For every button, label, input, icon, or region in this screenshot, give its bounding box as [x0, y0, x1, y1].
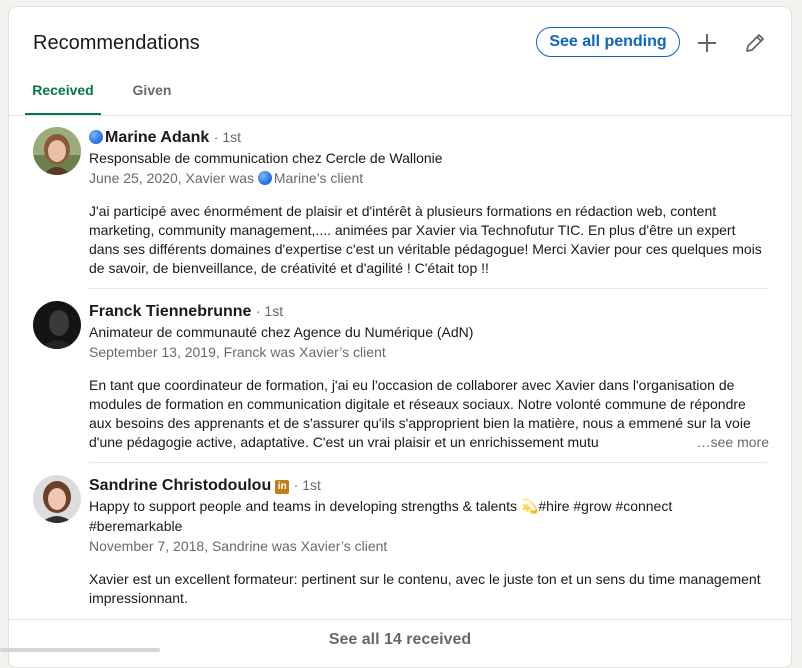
- meta-date: June 25, 2020, Xavier was: [89, 170, 258, 186]
- edit-button[interactable]: [741, 29, 769, 57]
- divider: [89, 288, 767, 289]
- recommendation-text-container: [89, 376, 769, 452]
- avatar[interactable]: [33, 301, 81, 349]
- recommendation-text: En tant que coordinateur de formation, j'ai eu l'occasion de collaborer avec Xavier dans l'organisation de modules de formation en communication digitale et réseaux sociaux. Notre volonté commune de répondre aux besoins des apprenants et de s'assurer qu'ils s'approprient bien la matière, nous a emmené sur la voie d'une pédagogie active, adaptative. C'est un vrai plaisir et un enrichissement mutu: [89, 377, 751, 450]
- recommender-name[interactable]: Sandrine Christodoulou: [89, 477, 272, 494]
- linkedin-premium-badge-icon: in: [275, 480, 289, 494]
- horizontal-scrollbar[interactable]: [0, 648, 160, 652]
- tab-received[interactable]: Received: [25, 67, 101, 115]
- see-more-link[interactable]: …see more: [693, 433, 769, 452]
- recommender-headline: Responsable de communication chez Cercle de Wallonie: [89, 150, 443, 166]
- recommender-name[interactable]: Franck Tiennebrunne: [89, 303, 252, 320]
- recommender-name[interactable]: Marine Adank: [105, 129, 210, 146]
- blue-circle-emoji-icon: [89, 130, 103, 144]
- name-line: [89, 127, 769, 147]
- add-recommendation-button[interactable]: [693, 29, 721, 57]
- relationship-meta: [89, 168, 769, 188]
- recommendation-text: J'ai participé avec énormément de plaisir et d'intérêt à plusieurs formations en rédaction web, content marketing, community management,.... animées par Xavier via Technofutur TIC. En plus d'être un expert dans ses différents domaines d'expertise c'est un véritable pédagogue! Merci Xavier pour ces quelques mois de savoir, de bienveillance, de créativité et d'agilité ! C'était top !!: [89, 203, 762, 276]
- name-line: [89, 301, 769, 321]
- connection-degree: · 1st: [255, 303, 284, 319]
- recommendation-body: [89, 301, 769, 452]
- tab-given[interactable]: Given: [132, 82, 172, 98]
- relationship-meta: November 7, 2018, Sandrine was Xavier’s client: [89, 538, 388, 554]
- name-line: [89, 475, 769, 495]
- see-all-received-button[interactable]: See all 14 received: [9, 619, 791, 660]
- recommender-headline: Animateur de communauté chez Agence du Numérique (AdN): [89, 324, 474, 340]
- section-title: Recommendations: [33, 32, 200, 54]
- connection-degree: · 1st: [293, 477, 321, 493]
- see-all-pending-button[interactable]: See all pending: [536, 27, 680, 57]
- recommendation-text: Xavier est un excellent formateur: pertinent sur le contenu, avec le juste ton et un sens du time management impressionnant.: [89, 571, 761, 606]
- blue-circle-emoji-icon: [258, 171, 272, 185]
- tab-bar: [9, 67, 791, 116]
- connection-degree: · 1st: [213, 129, 242, 145]
- meta-relation: Marine’s client: [273, 170, 364, 186]
- recommendation-body: [89, 127, 769, 278]
- pencil-icon: [744, 32, 766, 54]
- divider: [89, 462, 767, 463]
- avatar[interactable]: [33, 127, 81, 175]
- recommendation-body: [89, 475, 769, 608]
- recommendations-card: [8, 6, 792, 668]
- avatar[interactable]: [33, 475, 81, 523]
- relationship-meta: September 13, 2019, Franck was Xavier’s client: [89, 344, 386, 360]
- recommender-headline: Happy to support people and teams in developing strengths & talents 💫#hire #grow #connect #beremarkable: [89, 498, 673, 534]
- plus-icon: [696, 32, 718, 54]
